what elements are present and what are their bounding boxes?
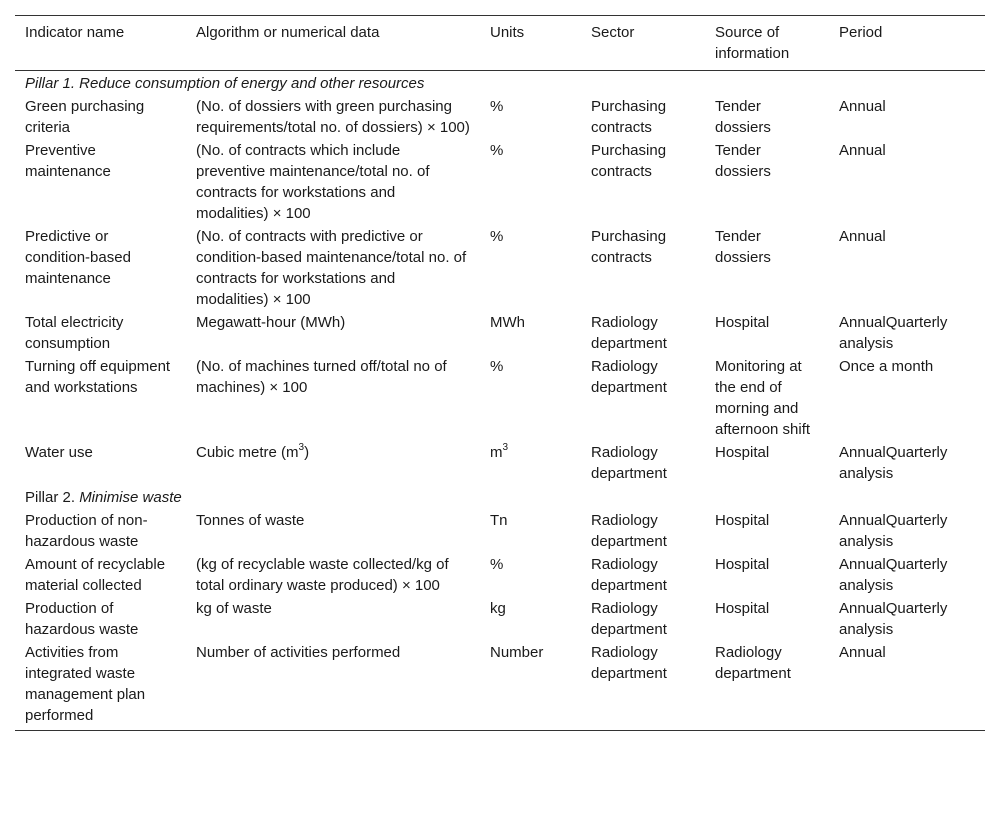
period: AnnualQuarterly analysis xyxy=(839,556,948,594)
indicator-name: Production of hazardous waste xyxy=(25,600,139,638)
units: % xyxy=(490,98,504,115)
table-row xyxy=(15,95,985,139)
source: Tender dossiers xyxy=(715,228,771,266)
units: MWh xyxy=(490,314,525,331)
algorithm: (No. of contracts which include preventive maintenance/total no. of contracts for workstations and modalities) × 100 xyxy=(196,142,430,222)
table-row xyxy=(15,509,985,553)
header-source: Source of information xyxy=(715,24,790,62)
table-header-row xyxy=(15,16,985,71)
indicator-name: Green purchasing criteria xyxy=(25,98,145,136)
period: Annual xyxy=(839,228,886,245)
units: % xyxy=(490,358,504,375)
indicator-name: Total electricity consumption xyxy=(25,314,124,352)
pillar-2-title: Minimise waste xyxy=(79,489,182,506)
units: % xyxy=(490,142,504,159)
source: Hospital xyxy=(715,512,770,529)
superscript-3: 3 xyxy=(298,442,305,453)
period: Annual xyxy=(839,98,886,115)
period: Once a month xyxy=(839,358,934,375)
algorithm: Number of activities performed xyxy=(196,644,401,661)
sector: Purchasing contracts xyxy=(591,228,667,266)
pillar-1-heading: Pillar 1. Reduce consumption of energy and other resources xyxy=(25,75,425,92)
water-units-base: m xyxy=(490,444,503,461)
indicator-table xyxy=(15,15,985,731)
source: Hospital xyxy=(715,314,770,331)
period: AnnualQuarterly analysis xyxy=(839,512,948,550)
sector: Radiology department xyxy=(591,314,667,352)
source: Radiology department xyxy=(715,644,791,682)
sector: Radiology department xyxy=(591,444,667,482)
table-row xyxy=(15,597,985,641)
header-sector: Sector xyxy=(591,24,635,41)
header-indicator-name: Indicator name xyxy=(25,24,125,41)
units: % xyxy=(490,556,504,573)
period: AnnualQuarterly analysis xyxy=(839,600,948,638)
indicator-name: Activities from integrated waste management plan performed xyxy=(25,644,146,724)
header-units: Units xyxy=(490,24,525,41)
period: AnnualQuarterly analysis xyxy=(839,444,948,482)
table-row xyxy=(15,139,985,225)
algorithm: (No. of dossiers with green purchasing requirements/total no. of dossiers) × 100) xyxy=(196,98,470,136)
header-algorithm: Algorithm or numerical data xyxy=(196,24,380,41)
source: Tender dossiers xyxy=(715,98,771,136)
table-row xyxy=(15,225,985,311)
table-row xyxy=(15,441,985,485)
algorithm: (No. of machines turned off/total no of machines) × 100 xyxy=(196,358,447,396)
units: Tn xyxy=(490,512,508,529)
indicator-name: Predictive or condition-based maintenance xyxy=(25,228,131,287)
algorithm: Megawatt-hour (MWh) xyxy=(196,314,346,331)
source: Hospital xyxy=(715,444,770,461)
algorithm: Tonnes of waste xyxy=(196,512,305,529)
period: AnnualQuarterly analysis xyxy=(839,314,948,352)
table-row xyxy=(15,355,985,441)
water-algorithm-text: Cubic metre (m xyxy=(196,444,299,461)
sector: Purchasing contracts xyxy=(591,142,667,180)
pillar-row xyxy=(15,71,985,96)
sector: Purchasing contracts xyxy=(591,98,667,136)
indicator-name: Water use xyxy=(25,444,93,461)
source: Monitoring at the end of morning and afternoon shift xyxy=(715,358,811,438)
algorithm xyxy=(186,441,480,485)
sector: Radiology department xyxy=(591,358,667,396)
indicator-name: Preventive maintenance xyxy=(25,142,111,180)
superscript-3: 3 xyxy=(502,442,509,453)
indicator-table-container xyxy=(15,15,985,731)
period: Annual xyxy=(839,644,886,661)
source: Hospital xyxy=(715,600,770,617)
sector: Radiology department xyxy=(591,600,667,638)
units: kg xyxy=(490,600,506,617)
source: Hospital xyxy=(715,556,770,573)
source: Tender dossiers xyxy=(715,142,771,180)
sector: Radiology department xyxy=(591,556,667,594)
pillar-row xyxy=(15,485,985,509)
algorithm: kg of waste xyxy=(196,600,272,617)
pillar-2-heading xyxy=(15,485,985,509)
table-row xyxy=(15,641,985,731)
indicator-name: Production of non-hazardous waste xyxy=(25,512,148,550)
table-row xyxy=(15,311,985,355)
units: Number xyxy=(490,644,544,661)
header-period: Period xyxy=(839,24,883,41)
water-algorithm-close: ) xyxy=(304,444,310,461)
algorithm: (kg of recyclable waste collected/kg of total ordinary waste produced) × 100 xyxy=(196,556,449,594)
indicator-name: Amount of recyclable material collected xyxy=(25,556,166,594)
table-row xyxy=(15,553,985,597)
units xyxy=(480,441,581,485)
indicator-name: Turning off equipment and workstations xyxy=(25,358,171,396)
sector: Radiology department xyxy=(591,644,667,682)
units: % xyxy=(490,228,504,245)
algorithm: (No. of contracts with predictive or condition-based maintenance/total no. of contracts for workstations and modalities) × 100 xyxy=(196,228,467,308)
sector: Radiology department xyxy=(591,512,667,550)
pillar-2-prefix: Pillar 2. xyxy=(25,489,80,506)
period: Annual xyxy=(839,142,886,159)
